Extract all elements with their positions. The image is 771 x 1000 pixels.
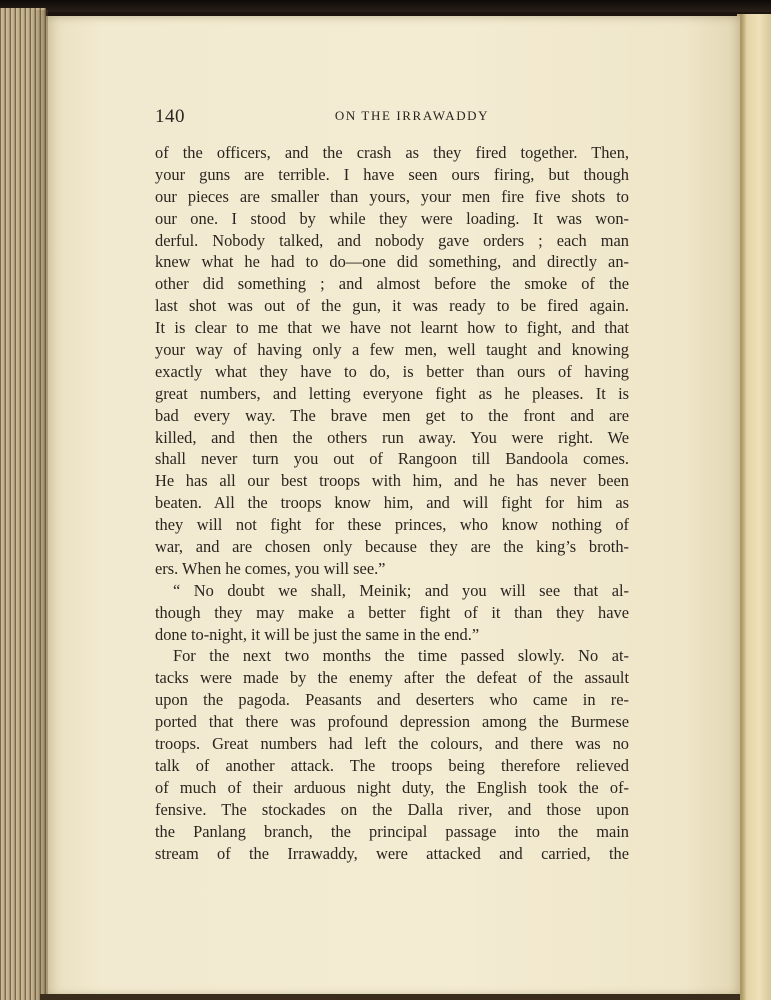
- text-line: our one. I stood by while they were loading. It was won-: [155, 208, 629, 228]
- binding-top-edge: [0, 0, 771, 12]
- text-line: stream of the Irrawaddy, were attacked and carried, the: [155, 843, 629, 863]
- text-line: they will not fight for these princes, who know nothing of: [155, 515, 629, 535]
- text-line: done to-night, it will be just the same in the end.”: [155, 624, 480, 644]
- text-line: ers. When he comes, you will see.”: [155, 558, 386, 578]
- page-header: [155, 104, 629, 132]
- text-line: war, and are chosen only because they are the king’s broth-: [155, 537, 629, 557]
- text-line: beaten. All the troops know him, and will fight for him as: [155, 493, 629, 513]
- text-line: other did something ; and almost before the smoke of the: [155, 274, 629, 294]
- text-line: our pieces are smaller than yours, your men fire five shots to: [155, 186, 629, 206]
- binding-bottom-edge: [40, 994, 740, 1000]
- text-line: derful. Nobody talked, and nobody gave orders ; each man: [155, 230, 629, 250]
- text-line: ported that there was profound depression among the Burmese: [155, 712, 629, 732]
- page-number: 140: [155, 106, 185, 127]
- gutter-shadow: [30, 10, 48, 1000]
- text-line: shall never turn you out of Rangoon till Bandoola comes.: [155, 449, 629, 469]
- text-line: It is clear to me that we have not learnt how to fight, and that: [155, 318, 629, 338]
- text-line: knew what he had to do—one did something, and directly an-: [155, 252, 629, 272]
- text-line: troops. Great numbers had left the colours, and there was no: [155, 734, 629, 754]
- text-line: upon the pagoda. Peasants and deserters who came in re-: [155, 690, 629, 710]
- page-stack-right-edge: [737, 14, 771, 1000]
- text-line: For the next two months the time passed slowly. No at-: [173, 646, 629, 666]
- text-line: last shot was out of the gun, it was ready to be fired again.: [155, 296, 629, 316]
- text-line: your guns are terrible. I have seen ours firing, but though: [155, 164, 629, 184]
- text-line: He has all our best troops with him, and he has never been: [155, 471, 629, 491]
- text-line: fensive. The stockades on the Dalla river, and those upon: [155, 799, 629, 819]
- text-line: “ No doubt we shall, Meinik; and you will see that al-: [173, 580, 629, 600]
- text-line: talk of another attack. The troops being therefore relieved: [155, 755, 629, 775]
- text-line: tacks were made by the enemy after the defeat of the assault: [155, 668, 629, 688]
- running-head: ON THE IRRAWADDY: [334, 108, 490, 123]
- text-line: though they may make a better fight of it than they have: [155, 602, 629, 622]
- text-line: killed, and then the others run away. You were right. We: [155, 427, 629, 447]
- text-line: bad every way. The brave men get to the front and are: [155, 405, 629, 425]
- text-line: of much of their arduous night duty, the English took the of-: [155, 777, 629, 797]
- text-line: your way of having only a few men, well taught and knowing: [155, 340, 629, 360]
- text-line: great numbers, and letting everyone fight as he pleases. It is: [155, 383, 629, 403]
- body-text: [155, 142, 629, 864]
- text-line: of the officers, and the crash as they fired together. Then,: [155, 143, 629, 162]
- text-line: exactly what they have to do, is better than ours of having: [155, 361, 629, 381]
- text-line: the Panlang branch, the principal passage into the main: [155, 821, 629, 841]
